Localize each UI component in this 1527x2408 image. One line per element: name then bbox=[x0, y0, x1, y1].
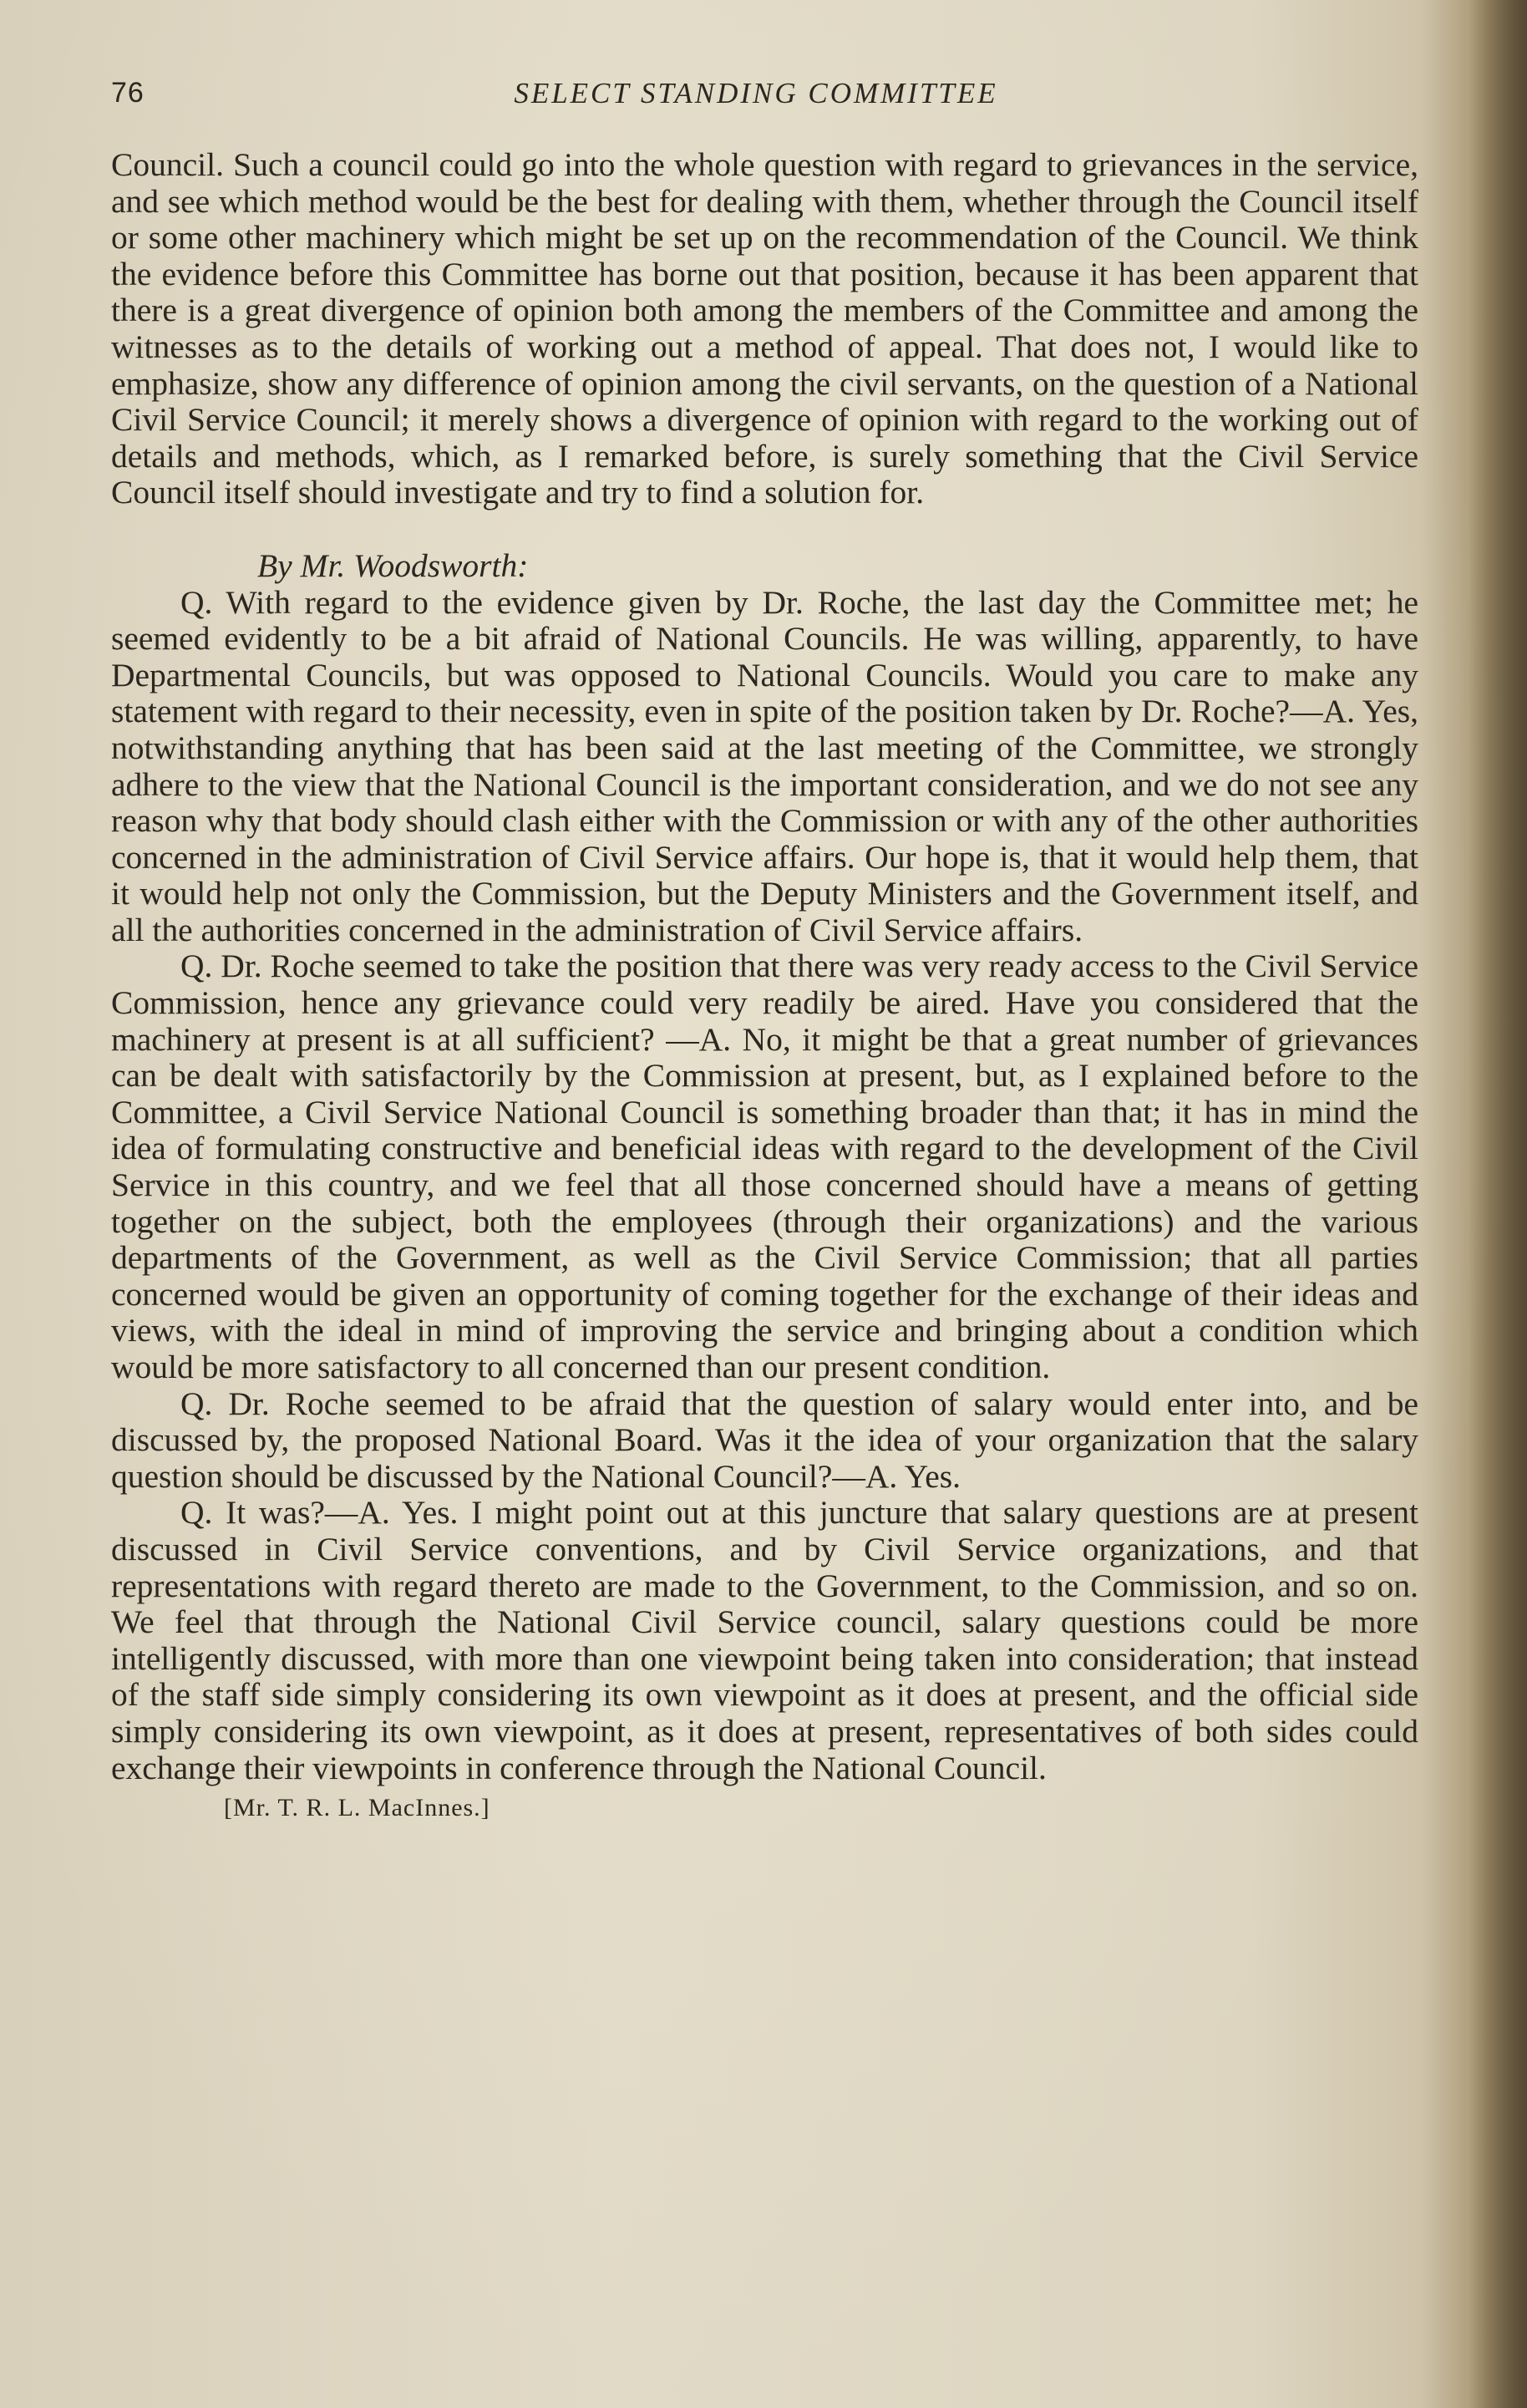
question-paragraph: Q. It was?—A. Yes. I might point out at this juncture that salary questions are at present discussed in Civil Service conventions, and by Civil Service organizations, and that representations with regard thereto are made to the Government, to the Commission, and so on. We feel that through the National Civil Service council, salary questions could be more intelligently discussed, with more than one viewpoint being taken into consideration; that instead of the staff side simply considering its own viewpoint as it does at present, and the official side simply considering its own viewpoint, as it does at present, representatives of both sides could exchange their viewpoints in conference through the National Council. bbox=[111, 1494, 1418, 1786]
speaker-heading: By Mr. Woodsworth: bbox=[257, 546, 529, 584]
running-title: SELECT STANDING COMMITTEE bbox=[514, 77, 998, 109]
question-paragraph: Q. With regard to the evidence given by Dr. Roche, the last day the Committee met; he seemed evidently to be a bit afraid of National Councils. He was willing, apparently, to have Departmental Councils, but was opposed to National Councils. Would you care to make any statement with regard to their necessity, even in spite of the position taken by Dr. Roche?—A. Yes, notwithstanding anything that has been said at the last meeting of the Committee, we strongly adhere to the view that the National Council is the important consideration, and we do not see any reason why that body should clash either with the Commission or with any of the other authorities concerned in the administration of Civil Service affairs. Our hope is, that it would help them, that it would help not only the Commission, but the Deputy Ministers and the Government itself, and all the authorities concerned in the administration of Civil Service affairs. bbox=[111, 583, 1418, 948]
witness-footer: [Mr. T. R. L. MacInnes.] bbox=[224, 1794, 490, 1822]
question-paragraph: Q. Dr. Roche seemed to take the position that there was very ready access to the Civil Service Commission, hence any grievance could very readily be aired. Have you considered that the machinery at present is at all sufficient? —A. No, it might be that a great number of grievances can be dealt with satisfactorily by the Commission at present, but, as I explained before to the Committee, a Civil Service National Council is something broader than that; it has in mind the idea of formulating constructive and beneficial ideas with regard to the development of the Civil Service in this country, and we feel that all those concerned should have a means of getting together on the subject, both the employees (through their organizations) and the various departments of the Government, as well as the Civil Service Commission; that all parties concerned would be given an opportunity of coming together for the exchange of their ideas and views, with the ideal in mind of improving the service and bringing about a condition which would be more satisfactory to all concerned than our present condition. bbox=[111, 947, 1418, 1385]
page-number: 76 bbox=[111, 77, 145, 109]
paragraph-continuation: Council. Such a council could go into the whole question with regard to grievances in the service, and see which method would be the best for dealing with them, whether through the Council itself or some other machinery which might be set up on the recommendation of the Council. We think the evidence before this Committee has borne out that position, because it has been apparent that there is a great divergence of opinion both among the members of the Committee and among the witnesses as to the details of working out a method of appeal. That does not, I would like to emphasize, show any difference of opinion among the civil servants, on the question of a National Civil Service Council; it merely shows a divergence of opinion with regard to the working out of details and methods, which, as I remarked before, is surely something that the Civil Service Council itself should investigate and try to find a solution for. bbox=[111, 146, 1418, 511]
question-paragraph: Q. Dr. Roche seemed to be afraid that the question of salary would enter into, and be discussed by, the proposed National Board. Was it the idea of your organization that the salary question should be discussed by the National Council?—A. Yes. bbox=[111, 1384, 1418, 1495]
book-spine-shadow bbox=[1469, 0, 1527, 2408]
page-header bbox=[104, 77, 1408, 114]
body-text bbox=[111, 147, 1418, 1826]
